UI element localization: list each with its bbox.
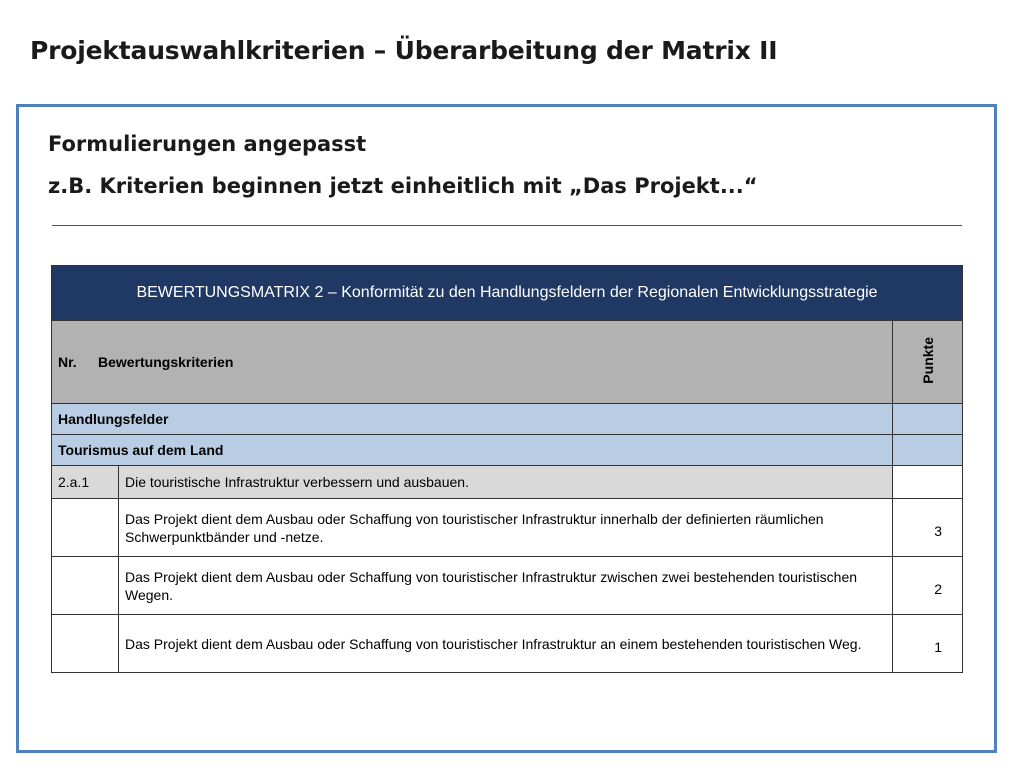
option-nr-cell — [52, 557, 119, 615]
divider-line — [52, 225, 962, 226]
table-row — [52, 557, 963, 615]
section-row — [52, 404, 963, 435]
table-row — [52, 499, 963, 557]
column-label-nr: Nr. — [58, 354, 77, 370]
option-nr-cell — [52, 615, 119, 673]
bullet-formulierungen: Formulierungen angepasst — [48, 132, 367, 156]
table-title: BEWERTUNGSMATRIX 2 – Konformität zu den Handlungsfeldern der Regionalen Entwicklungsstrategie — [52, 266, 963, 321]
section-label: Handlungsfelder — [52, 404, 893, 435]
option-text: Das Projekt dient dem Ausbau oder Schaffung von touristischer Infrastruktur zwischen zwei bestehenden touristischen Wegen. — [119, 557, 893, 615]
criterion-row — [52, 466, 963, 499]
column-label-criteria: Bewertungskriterien — [98, 354, 234, 370]
subsection-label: Tourismus auf dem Land — [52, 435, 893, 466]
bewertungsmatrix-table — [51, 265, 963, 673]
option-points: 3 — [893, 499, 963, 557]
criterion-nr: 2.a.1 — [52, 466, 119, 499]
option-nr-cell — [52, 499, 119, 557]
subsection-row — [52, 435, 963, 466]
column-label-points: Punkte — [919, 337, 936, 384]
section-points-cell — [893, 404, 963, 435]
option-points: 1 — [893, 615, 963, 673]
criterion-points-cell — [893, 466, 963, 499]
column-header-row — [52, 321, 963, 404]
table-title-row — [52, 266, 963, 321]
option-points: 2 — [893, 557, 963, 615]
option-text: Das Projekt dient dem Ausbau oder Schaffung von touristischer Infrastruktur innerhalb der definierten räumlichen Schwerpunktbänder und -netze. — [119, 499, 893, 557]
table-row — [52, 615, 963, 673]
bullet-beispiel: z.B. Kriterien beginnen jetzt einheitlich mit „Das Projekt...“ — [48, 174, 758, 198]
slide-title: Projektauswahlkriterien – Überarbeitung der Matrix II — [30, 36, 778, 65]
option-text: Das Projekt dient dem Ausbau oder Schaffung von touristischer Infrastruktur an einem bestehenden touristischen Weg. — [119, 615, 893, 673]
column-header-points — [893, 321, 963, 404]
subsection-points-cell — [893, 435, 963, 466]
criterion-text: Die touristische Infrastruktur verbessern und ausbauen. — [119, 466, 893, 499]
column-header-criteria — [52, 321, 893, 404]
